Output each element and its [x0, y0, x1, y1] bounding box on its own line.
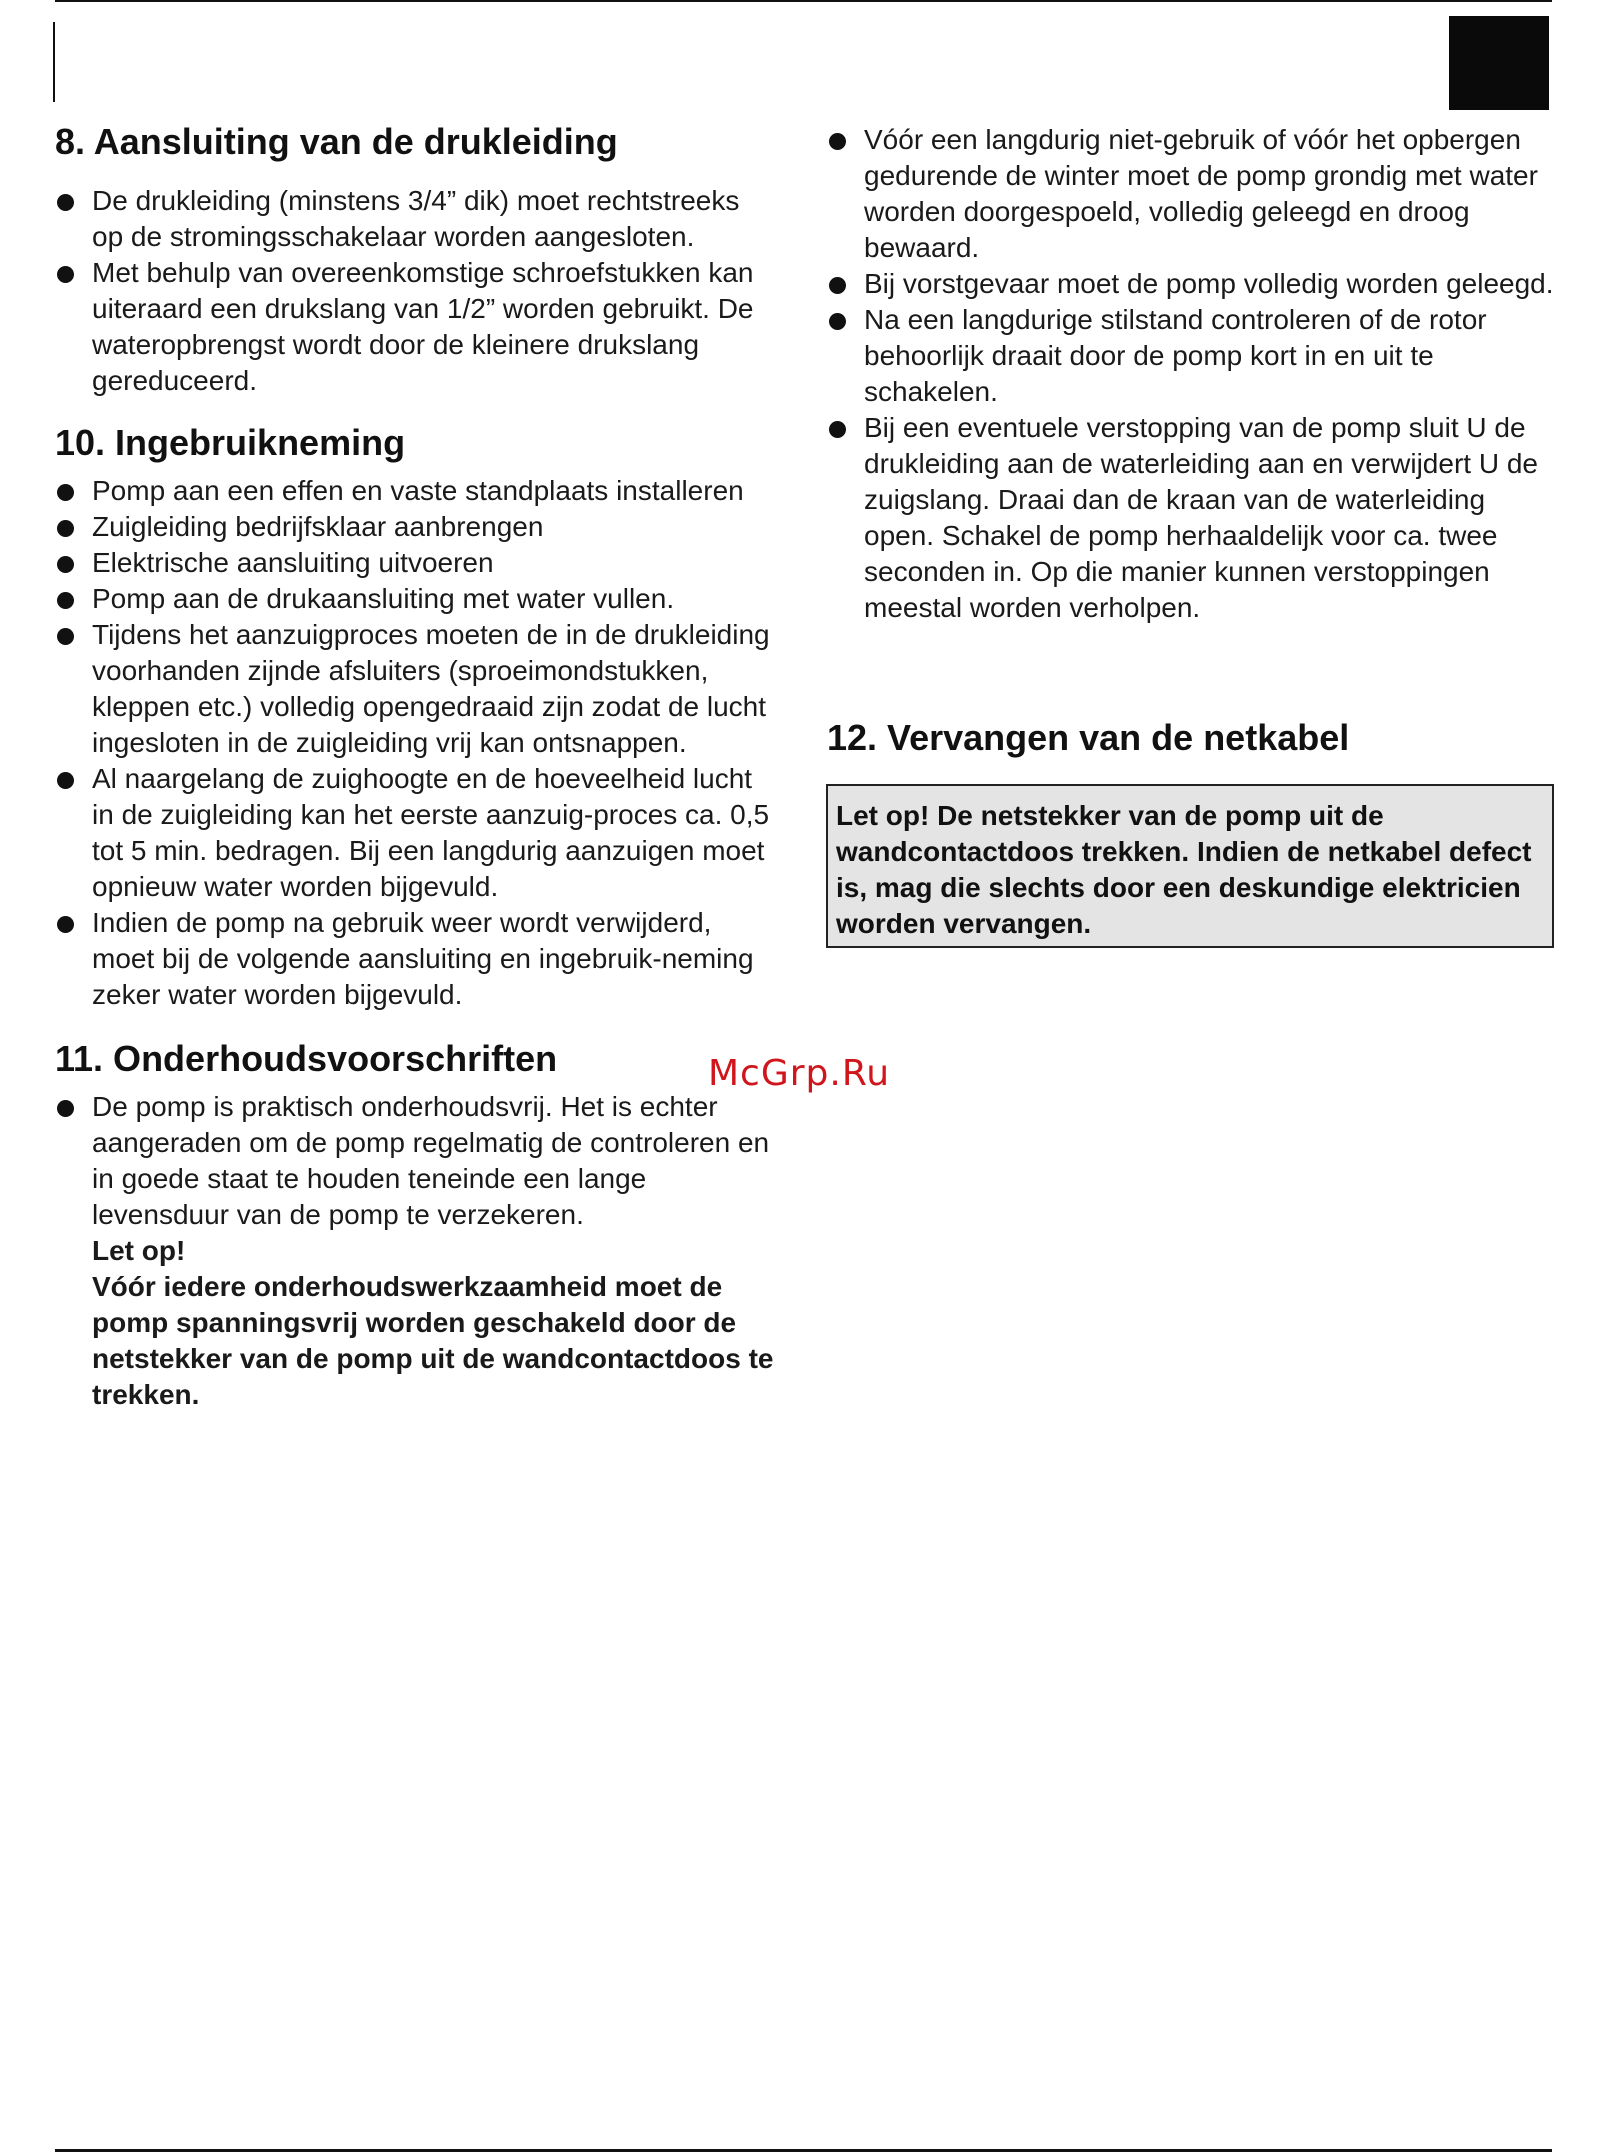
list-item: Al naargelang de zuighoogte en de hoeveelheid lucht in de zuigleiding kan het eerste aanzuig-proces ca. 0,5 tot 5 min. bedragen. Bij een langdurig aanzuigen moet opnieuw water worden bijgevuld. [55, 761, 775, 905]
list-item: Vóór een langdurig niet-gebruik of vóór het opbergen gedurende de winter moet de pomp grondig met water worden doorgespoeld, volledig geleegd en droog bewaard. [827, 122, 1557, 266]
page-corner-block [1449, 16, 1549, 110]
section-8-list [55, 183, 775, 399]
section-11-continued-list [827, 122, 1557, 626]
section-10-title: 10. Ingebruikneming [55, 422, 406, 463]
section-10-list [55, 473, 775, 1013]
list-item: Elektrische aansluiting uitvoeren [55, 545, 775, 581]
section-12-title: 12. Vervangen van de netkabel [827, 717, 1350, 758]
maintenance-text: De pomp is praktisch onderhoudsvrij. Het is echter aangeraden om de pomp regelmatig de controleren en in goede staat te houden teneinde een lange levensduur van de pomp te verzekeren. [92, 1091, 770, 1230]
list-item: Met behulp van overeenkomstige schroefstukken kan uiteraard een drukslang van 1/2” worden gebruikt. De wateropbrengst wordt door de kleinere drukslang gereduceerd. [55, 255, 775, 399]
list-item: Bij een eventuele verstopping van de pomp sluit U de drukleiding aan de waterleiding aan en verwijdert U de zuigslang. Draai dan de kraan van de waterleiding open. Schakel de pomp herhaaldelijk voor ca. twee seconden in. Op die manier kunnen verstoppingen meestal worden verholpen. [827, 410, 1557, 626]
list-item: Tijdens het aanzuigproces moeten de in de drukleiding voorhanden zijnde afsluiters (sproeimondstukken, kleppen etc.) volledig opengedraaid zijn zodat de lucht ingesloten in de zuigleiding vrij kan ontsnappen. [55, 617, 775, 761]
list-item: Pomp aan de drukaansluiting met water vullen. [55, 581, 775, 617]
list-item [55, 1089, 775, 1413]
list-item: Bij vorstgevaar moet de pomp volledig worden geleegd. [827, 266, 1557, 302]
warning-label: Let op! [92, 1235, 186, 1266]
section-11-title: 11. Onderhoudsvoorschriften [55, 1038, 558, 1079]
section-8-title: 8. Aansluiting van de drukleiding [55, 121, 618, 162]
list-item: De drukleiding (minstens 3/4” dik) moet rechtstreeks op de stromingsschakelaar worden aangesloten. [55, 183, 775, 255]
bottom-rule [55, 2149, 1552, 2152]
cable-warning-box: Let op! De netstekker van de pomp uit de wandcontactdoos trekken. Indien de netkabel defect is, mag die slechts door een deskundige elektricien worden vervangen. [826, 784, 1554, 948]
right-column [827, 118, 1557, 948]
left-margin-bar [53, 22, 55, 102]
list-item: Zuigleiding bedrijfsklaar aanbrengen [55, 509, 775, 545]
list-item: Pomp aan een effen en vaste standplaats installeren [55, 473, 775, 509]
left-column [55, 118, 775, 1413]
section-11-list [55, 1089, 775, 1413]
watermark: McGrp.Ru [708, 1053, 891, 1094]
top-rule [55, 0, 1552, 2]
list-item: Na een langdurige stilstand controleren of de rotor behoorlijk draait door de pomp kort in en uit te schakelen. [827, 302, 1557, 410]
warning-text: Vóór iedere onderhoudswerkzaamheid moet de pomp spanningsvrij worden geschakeld door de netstekker van de pomp uit de wandcontactdoos te trekken. [92, 1271, 774, 1410]
list-item: Indien de pomp na gebruik weer wordt verwijderd, moet bij de volgende aansluiting en ingebruik-neming zeker water worden bijgevuld. [55, 905, 775, 1013]
